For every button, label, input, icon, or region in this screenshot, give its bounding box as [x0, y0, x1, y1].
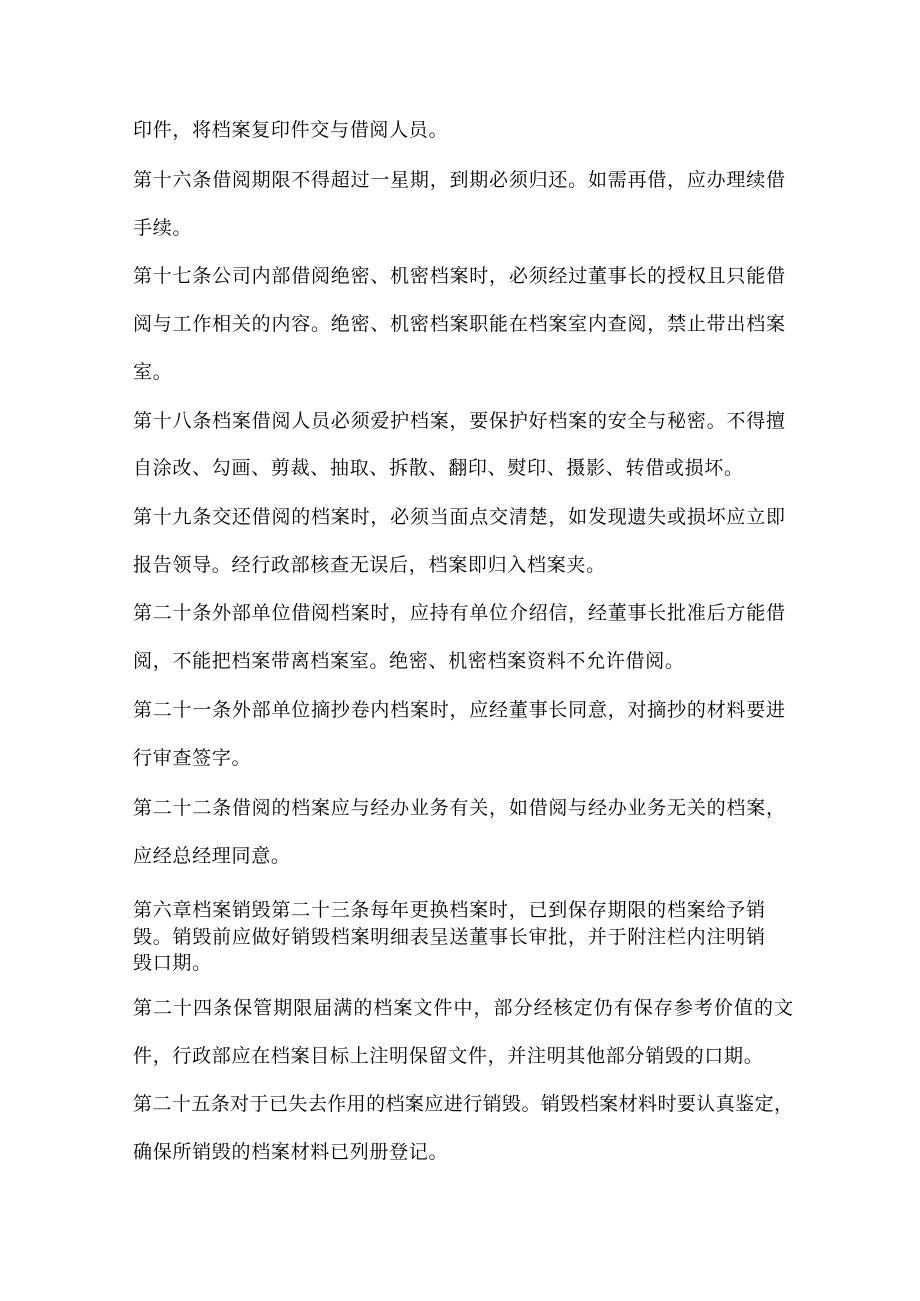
text-line: 第二十四条保管期限届满的档案文件中，部分经核定仍有保存参考价值的文	[133, 997, 793, 1019]
text-line: 自涂改、勾画、剪裁、抽取、拆散、翻印、熨印、摄影、转借或损坏。	[133, 457, 744, 479]
text-line: 应经总经理同意。	[133, 845, 291, 867]
text-line: 第六章档案销毁第二十三条每年更换档案时，已到保存期限的档案给予销	[133, 899, 765, 921]
text-line: 第二十二条借阅的档案应与经办业务有关，如借阅与经办业务无关的档案，	[133, 797, 785, 819]
text-line: 第二十条外部单位借阅档案时，应持有单位介绍信，经董事长批准后方能借	[133, 602, 785, 624]
text-line: 阅与工作相关的内容。绝密、机密档案职能在档案室内查阅，禁止带出档案	[133, 313, 785, 335]
text-line: 确保所销毁的档案材料已列册登记。	[133, 1141, 449, 1163]
text-line: 第二十五条对于已失去作用的档案应进行销毁。销毁档案材料时要认真鉴定，	[133, 1093, 793, 1115]
text-line: 第十九条交还借阅的档案时，必须当面点交清楚，如发现遗失或损坏应立即	[133, 506, 785, 528]
text-line: 手续。	[133, 217, 193, 239]
text-line: 第二十一条外部单位摘抄卷内档案时，应经董事长同意，对摘抄的材料要进	[133, 699, 785, 721]
text-line: 室。	[133, 361, 173, 383]
text-line: 件，行政部应在档案目标上注明保留文件，并注明其他部分销毁的口期。	[133, 1045, 764, 1067]
text-line: 毁。销毁前应做好销毁档案明细表呈送董事长审批，并于附注栏内注明销	[133, 926, 765, 948]
text-line: 第十七条公司内部借阅绝密、机密档案时，必须经过董事长的授权且只能借	[133, 265, 785, 287]
text-line: 第十六条借阅期限不得超过一星期，到期必须归还。如需再借，应办理续借	[133, 169, 785, 191]
text-line: 阅，不能把档案带离档案室。绝密、机密档案资料不允许借阅。	[133, 650, 685, 672]
text-line: 第十八条档案借阅人员必须爱护档案，要保护好档案的安全与秘密。不得擅	[133, 410, 785, 432]
text-line: 印件，将档案复印件交与借阅人员。	[133, 119, 449, 141]
text-line: 报告领导。经行政部核查无误后，档案即归入档案夹。	[133, 554, 606, 576]
text-line: 行审查签字。	[133, 747, 252, 769]
text-line: 毁口期。	[133, 952, 212, 974]
